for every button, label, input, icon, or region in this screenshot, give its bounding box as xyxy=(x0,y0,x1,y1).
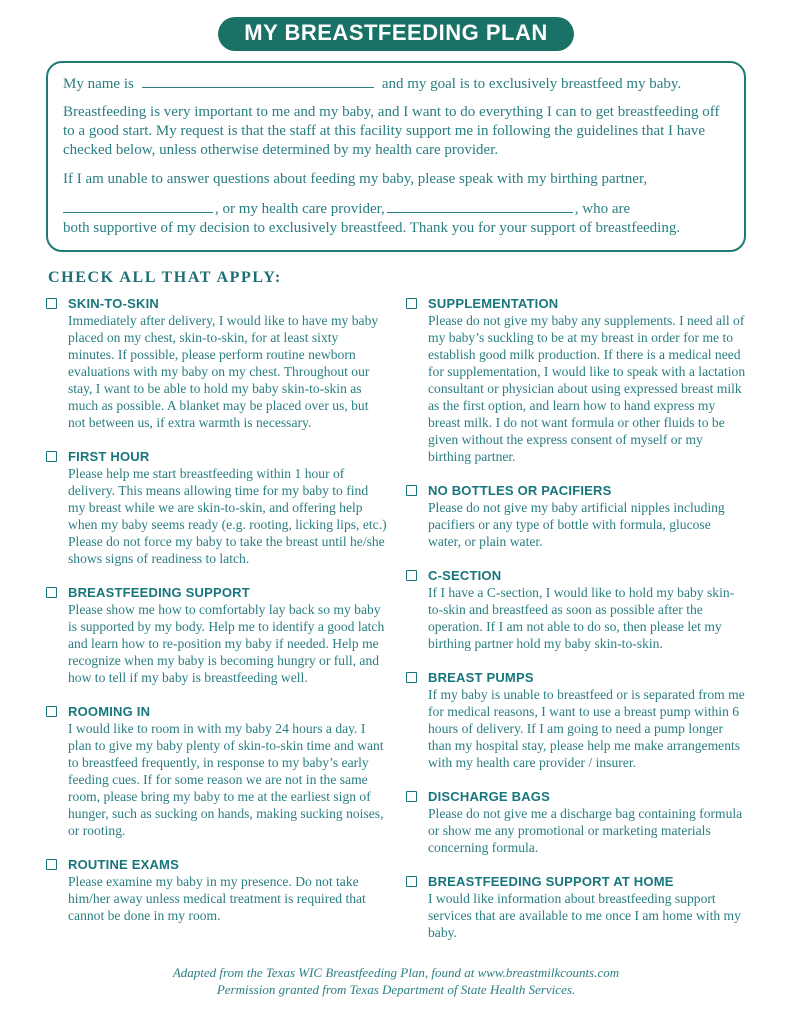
checklist-item-title: SUPPLEMENTATION xyxy=(428,296,559,311)
checklist-item-body: Immediately after delivery, I would like to have my baby placed on my chest, skin-to-skin, for at least sixty minutes. If possible, please perform routine newborn evaluations with my baby on my chest. Throughout our stay, I want to be able to hold my baby skin-to-skin as much as possible. A blanket may be placed over us, but not between us, if extra warmth is necessary. xyxy=(68,313,379,430)
checklist-columns xyxy=(46,295,746,958)
intro-closing: both supportive of my decision to exclusively breastfeed. Thank you for your support of breastfeeding. xyxy=(63,220,681,236)
header xyxy=(0,0,792,51)
after-partner-text: , or my health care provider, xyxy=(215,201,385,217)
footer-attribution xyxy=(0,964,792,998)
checklist-item-body: I would like information about breastfeeding support services that are available to me once I am home with my baby. xyxy=(428,891,741,940)
checkbox-discharge-bags[interactable] xyxy=(406,791,417,802)
checkbox-breastfeeding-support-at-home[interactable] xyxy=(406,876,417,887)
checklist-item-breastfeeding-support xyxy=(46,584,388,686)
checklist-item-title: ROOMING IN xyxy=(68,704,151,719)
footer-line-2: Permission granted from Texas Department of State Health Services. xyxy=(216,982,576,997)
checklist-item-body: Please show me how to comfortably lay back so my baby is supported by my body. Help me to identify a good latch and learn how to re-position my baby if needed. Help me recognize when my baby is becoming hungry or full, and how to tell if my baby is breastfeeding well. xyxy=(68,602,385,685)
checklist-item-title: DISCHARGE BAGS xyxy=(428,789,550,804)
checklist-left-column xyxy=(46,295,388,958)
checklist-item-body: Please do not give my baby artificial nipples including pacifiers or any type of bottle with formula, glucose water, or plain water. xyxy=(428,500,725,549)
checklist-right-column xyxy=(406,295,746,958)
checkbox-no-bottles-or-pacifiers[interactable] xyxy=(406,485,417,496)
name-line-prefix: My name is xyxy=(63,76,134,92)
checklist-item-body: Please do not give me a discharge bag containing formula or show me any promotional or marketing materials concerning formula. xyxy=(428,806,743,855)
checklist-item-title: BREASTFEEDING SUPPORT xyxy=(68,585,250,600)
checklist-item-routine-exams xyxy=(46,856,388,924)
checklist-item-title: ROUTINE EXAMS xyxy=(68,857,179,872)
checklist-item-title: BREASTFEEDING SUPPORT AT HOME xyxy=(428,874,674,889)
checkbox-first-hour[interactable] xyxy=(46,451,57,462)
checklist-heading: CHECK ALL THAT APPLY: xyxy=(48,269,282,286)
name-line-suffix: and my goal is to exclusively breastfeed my baby. xyxy=(381,76,682,92)
checklist-item-title: BREAST PUMPS xyxy=(428,670,534,685)
checklist-item-body: If my baby is unable to breastfeed or is separated from me for medical reasons, I want to use a breast pump within 6 hours of delivery. If I am going to need a pump longer than my hospital stay, please help me make arrangements with my health care provider / insurer. xyxy=(428,687,745,770)
checkbox-c-section[interactable] xyxy=(406,570,417,581)
page-title: MY BREASTFEEDING PLAN xyxy=(218,17,573,51)
checkbox-supplementation[interactable] xyxy=(406,298,417,309)
checkbox-skin-to-skin[interactable] xyxy=(46,298,57,309)
footer-line-1: Adapted from the Texas WIC Breastfeeding Plan, found at www.breastmilkcounts.com xyxy=(172,965,620,980)
birthing-partner-blank-field[interactable] xyxy=(63,199,213,213)
checklist-item-body: If I have a C-section, I would like to hold my baby skin-to-skin and breastfeed as soon as possible after the operation. If I am not able to do so, then please let my birthing partner hold my baby skin-to-skin. xyxy=(428,585,735,651)
intro-paragraph-1: Breastfeeding is very important to me and my baby, and I want to do everything I can to get breastfeeding off to a good start. My request is that the staff at this facility support me in following the guidelines that I have checked below, unless otherwise determined by my health care provider. xyxy=(63,104,720,158)
checklist-item-discharge-bags xyxy=(406,788,746,856)
partner-provider-line xyxy=(63,199,729,238)
checklist-item-body: Please help me start breastfeeding within 1 hour of delivery. This means allowing time for my baby to find my breast while we are skin-to-skin, and offering help when my baby seems ready (e.g. rooting, licking lips, etc.) Please do not force my baby to take the breast until he/she shows signs of readiness to latch. xyxy=(68,466,387,566)
checkbox-breast-pumps[interactable] xyxy=(406,672,417,683)
checklist-item-title: FIRST HOUR xyxy=(68,449,150,464)
intro-box xyxy=(46,61,746,252)
intro-paragraph-2: If I am unable to answer questions about feeding my baby, please speak with my birthing partner, xyxy=(63,171,648,187)
checklist-item-body: Please examine my baby in my presence. Do not take him/her away unless medical treatment is required that cannot be done in my room. xyxy=(68,874,366,923)
checklist-item-supplementation xyxy=(406,295,746,465)
checkbox-breastfeeding-support[interactable] xyxy=(46,587,57,598)
checklist-item-no-bottles-or-pacifiers xyxy=(406,482,746,550)
after-provider-text: , who are xyxy=(574,201,631,217)
checkbox-rooming-in[interactable] xyxy=(46,706,57,717)
checklist-item-body: Please do not give my baby any supplements. I need all of my baby’s suckling to be at my breast in order for me to establish good milk production. If there is a medical need for supplementation, I would like to speak with a lactation consultant or physician about using expressed breast milk as the first option, and learn how to hand express my breast milk. I do not want formula or other fluids to be given without the express consent of myself or my birthing partner. xyxy=(428,313,746,464)
checklist-item-breast-pumps xyxy=(406,669,746,771)
checklist-item-rooming-in xyxy=(46,703,388,839)
checklist-item-body: I would like to room in with my baby 24 hours a day. I plan to give my baby plenty of skin-to-skin time and want to breastfeed frequently, in response to my baby’s early feeding cues. If for some reason we are not in the same room, please bring my baby to me at the earliest sign of hunger, such as sucking on hands, making sucking noises, or rooting. xyxy=(68,721,384,838)
name-blank-field[interactable] xyxy=(142,74,374,88)
checklist-item-breastfeeding-support-at-home xyxy=(406,873,746,941)
checklist-item-title: C-SECTION xyxy=(428,568,502,583)
checklist-item-title: NO BOTTLES OR PACIFIERS xyxy=(428,483,612,498)
checkbox-routine-exams[interactable] xyxy=(46,859,57,870)
checklist-item-skin-to-skin xyxy=(46,295,388,431)
name-line xyxy=(63,74,729,94)
checklist-item-title: SKIN-TO-SKIN xyxy=(68,296,159,311)
checklist-item-c-section xyxy=(406,567,746,652)
checklist-item-first-hour xyxy=(46,448,388,567)
health-care-provider-blank-field[interactable] xyxy=(387,199,573,213)
